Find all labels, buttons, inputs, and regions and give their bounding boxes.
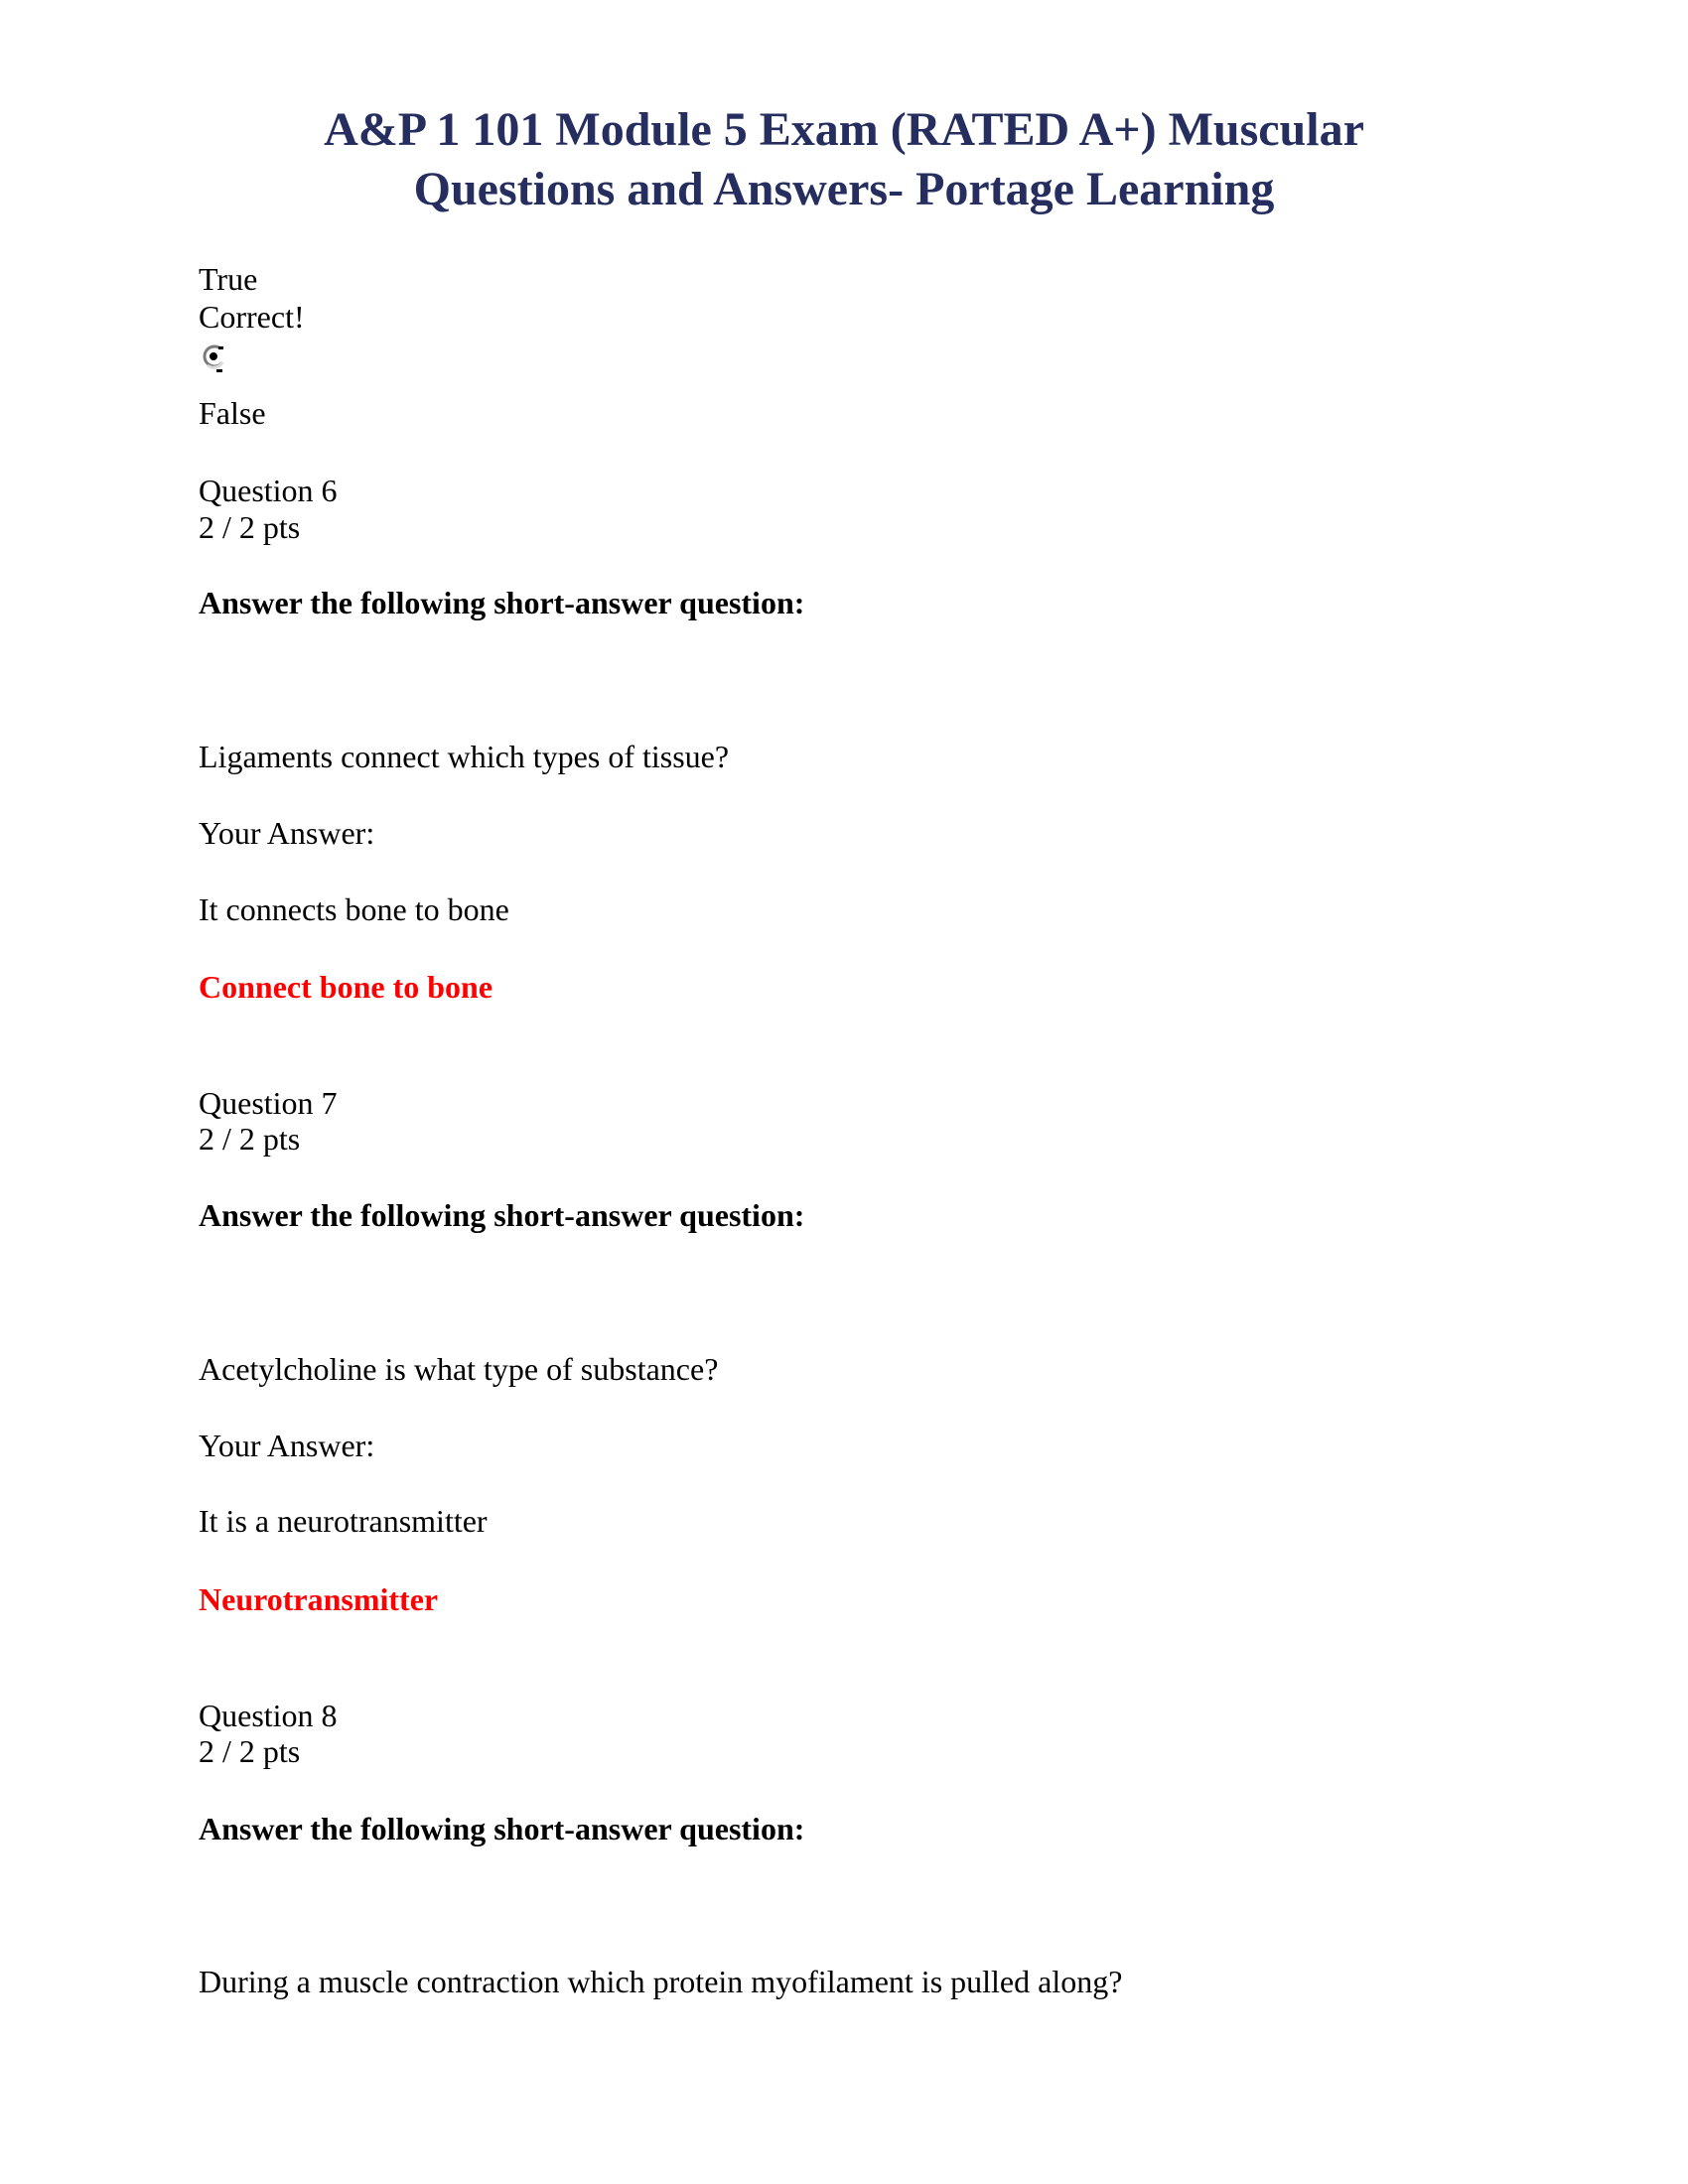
correct-answer-text: Connect bone to bone	[199, 969, 493, 1005]
your-answer-label: Your Answer:	[199, 1428, 375, 1463]
question-instruction: Answer the following short-answer question:	[199, 1811, 805, 1846]
question-number: Question 8	[199, 1698, 338, 1733]
question-number: Question 7	[199, 1085, 338, 1121]
feedback-correct: Correct!	[199, 299, 305, 335]
your-answer-text: It connects bone to bone	[199, 891, 509, 927]
question-number: Question 6	[199, 473, 338, 508]
question-prompt: Ligaments connect which types of tissue?	[199, 739, 730, 774]
question-prompt: During a muscle contraction which protein myofilament is pulled along?	[199, 1964, 1123, 1999]
option-false-label: False	[199, 395, 266, 431]
document-title-line-2: Questions and Answers- Portage Learning	[413, 163, 1275, 215]
your-answer-label: Your Answer:	[199, 815, 375, 851]
question-points: 2 / 2 pts	[199, 1733, 301, 1769]
document-title-line-1: A&P 1 101 Module 5 Exam (RATED A+) Muscular	[324, 103, 1364, 156]
option-true-label: True	[199, 261, 258, 297]
question-points: 2 / 2 pts	[199, 1121, 301, 1157]
question-prompt: Acetylcholine is what type of substance?	[199, 1351, 719, 1387]
correct-answer-text: Neurotransmitter	[199, 1581, 439, 1617]
question-points: 2 / 2 pts	[199, 509, 301, 545]
radio-selected-icon[interactable]	[202, 344, 227, 374]
question-instruction: Answer the following short-answer question:	[199, 1197, 805, 1233]
document-title	[0, 100, 1688, 219]
question-instruction: Answer the following short-answer question:	[199, 585, 805, 620]
your-answer-text: It is a neurotransmitter	[199, 1503, 488, 1539]
